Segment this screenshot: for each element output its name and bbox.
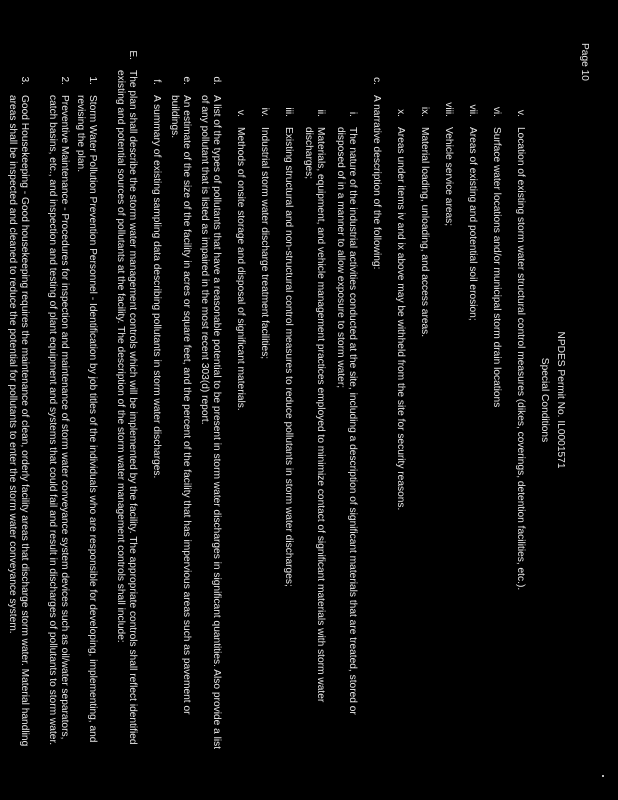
list-item bbox=[167, 70, 192, 755]
list-item bbox=[301, 95, 326, 755]
scan-speck bbox=[602, 775, 604, 777]
item-number: 1. bbox=[87, 76, 98, 85]
permit-number: NPDES Permit No. IL0001571 bbox=[555, 331, 566, 469]
item-text: Storm Water Pollution Prevention Personnel - Identification by job titles of the individuals who are responsible for developing, implementing, and revising the plan. bbox=[74, 95, 98, 743]
item-number: c. bbox=[371, 77, 382, 85]
item-text: A summary of existing sampling data describing pollutants in storm water discharges. bbox=[151, 95, 162, 479]
item-number: vi. bbox=[491, 106, 502, 117]
list-item bbox=[150, 70, 162, 755]
item-text: Areas of existing and potential soil erosion; bbox=[467, 127, 478, 321]
list-item bbox=[466, 95, 478, 755]
item-text: Materials, equipment, and vehicle management practices employed to minimize contact of significant materials with storm water discharges; bbox=[302, 127, 326, 703]
item-text: Location of existing storm water structural control measures (dikes, coverings, detention facilities, etc.). bbox=[515, 127, 526, 591]
item-number: 2. bbox=[59, 76, 70, 85]
item-number: viii. bbox=[443, 102, 454, 117]
item-text: Areas under items iv and ix above may be withheld from the site for security reasons. bbox=[395, 127, 406, 511]
item-text: Material loading, unloading, and access areas. bbox=[419, 127, 430, 338]
list-item bbox=[514, 95, 526, 755]
list-item bbox=[370, 70, 382, 755]
item-number: e. bbox=[181, 76, 192, 85]
list-item bbox=[442, 95, 454, 755]
item-number: v. bbox=[515, 109, 526, 117]
item-text: Vehicle service areas; bbox=[443, 127, 454, 227]
item-number: iv. bbox=[259, 107, 270, 117]
item-number: v. bbox=[235, 109, 246, 117]
item-text: A list of the types of pollutants that have a reasonable potential to be present in storm water discharges in significant quantities. Also provide a list of any pollutant that is listed as impaired in the most recent 303(d) report. bbox=[198, 95, 222, 750]
item-number: i. bbox=[347, 111, 358, 117]
item-number: ix. bbox=[419, 106, 430, 117]
section-subtitle: Special Conditions bbox=[539, 357, 550, 443]
item-text: Industrial storm water discharge treatment facilities; bbox=[259, 127, 270, 360]
list-item bbox=[282, 95, 294, 755]
list-item bbox=[490, 95, 502, 755]
list-item bbox=[73, 70, 98, 755]
item-number: vii. bbox=[467, 104, 478, 117]
item-text: An estimate of the size of the facility in acres or square feet, and the percent of the facility that has impervious areas such as pavement or buildings. bbox=[168, 95, 192, 715]
item-number: E. bbox=[127, 50, 138, 60]
list-item bbox=[113, 45, 138, 755]
list-item bbox=[234, 95, 246, 755]
list-item bbox=[418, 95, 430, 755]
item-number: f. bbox=[151, 79, 162, 85]
item-text: Preventive Maintenance - Procedures for inspection and maintenance of storm water conveyance system devices such as oil/water separators, catch basins, etc., and inspection and testing of plant equipment and systems that could fail and result in discharges of pollutants to storm water. bbox=[46, 95, 70, 746]
item-text: Good Housekeeping - Good housekeeping requires the maintenance of clean, orderly facility areas that discharge storm water. Material handling areas shall be inspected and cleaned to reduce the potential for pollutants to enter the storm water conveyance system. bbox=[6, 95, 30, 747]
list-item bbox=[5, 70, 30, 755]
item-number: 3. bbox=[19, 76, 30, 85]
item-text: Existing structural and non-structural control measures to reduce pollutants in storm water discharges; bbox=[283, 127, 294, 587]
item-text: A narrative description of the following: bbox=[371, 95, 382, 270]
item-text: The plan shall describe the storm water management controls which will be implemented by the facility. The appropriate controls shall reflect identified existing and potential sources of pollutants at the facility. The description of the storm water management controls shall include: bbox=[114, 70, 138, 745]
list-item bbox=[333, 95, 358, 755]
item-number: ii. bbox=[315, 109, 326, 117]
list-item bbox=[45, 70, 70, 755]
item-number: x. bbox=[395, 109, 406, 117]
item-text: The nature of the industrial activities conducted at the site, including a description of significant materials that are treated, stored or disposed of in a manner to allow exposure to storm water; bbox=[334, 127, 358, 715]
list-item bbox=[197, 70, 222, 755]
item-text: Surface water locations and/or municipal storm drain locations bbox=[491, 127, 502, 408]
list-item bbox=[394, 95, 406, 755]
list-item bbox=[258, 95, 270, 755]
item-number: d. bbox=[211, 76, 222, 85]
item-number: iii. bbox=[283, 107, 294, 117]
page-number: Page 10 bbox=[579, 43, 590, 81]
item-text: Methods of onsite storage and disposal of significant materials. bbox=[235, 127, 246, 411]
